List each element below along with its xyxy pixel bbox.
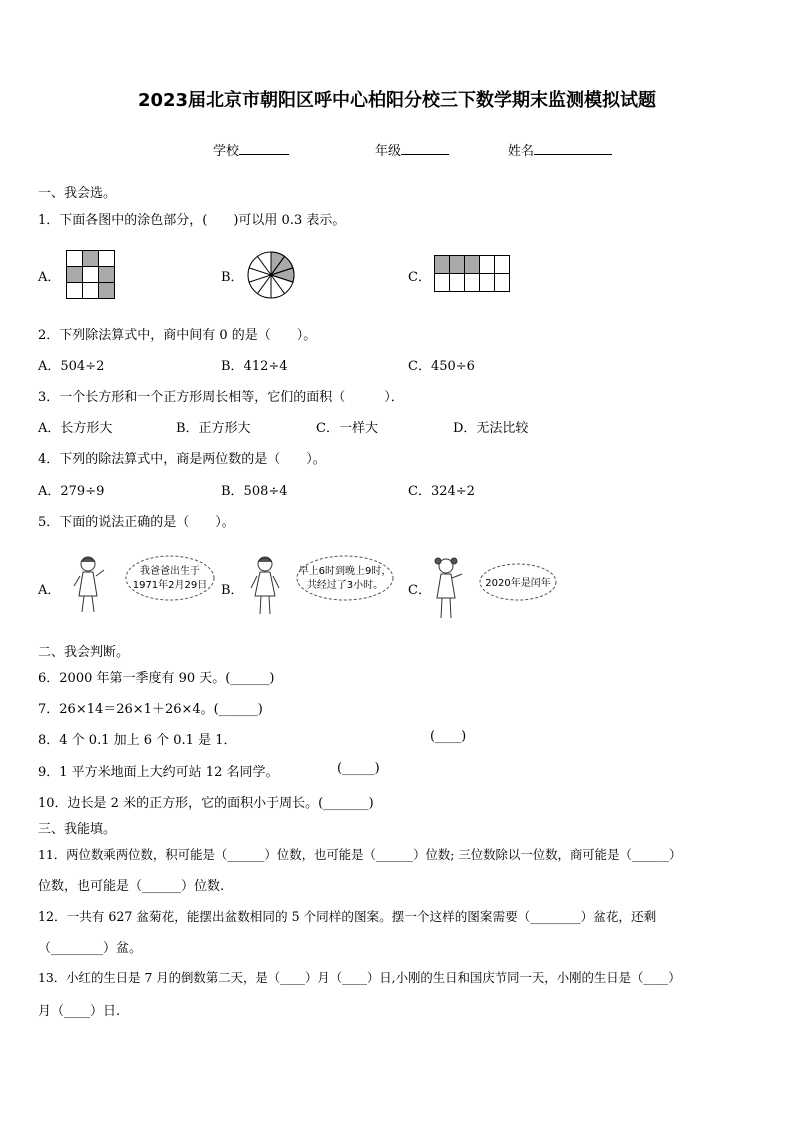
section-heading-1: 一、我会选。 [38, 186, 117, 201]
q5-b-bubble-line2: 共经过了3小时。 [306, 580, 384, 591]
school-blank[interactable] [239, 142, 289, 155]
q5-option-c-illustration [430, 552, 560, 627]
grade-blank[interactable] [401, 142, 449, 155]
q5-a-bubble-line2: 1971年2月29日 [132, 580, 208, 591]
q2-option-b: B．412÷4 [221, 359, 288, 374]
name-blank[interactable] [534, 142, 612, 155]
q2-option-c: C．450÷6 [408, 359, 475, 374]
q1-option-c-strip [434, 255, 512, 293]
q1-option-a-grid [66, 250, 116, 300]
q4-option-b: B．508÷4 [221, 484, 288, 499]
q5-option-b-illustration [245, 552, 395, 622]
q3-option-d: D．无法比较 [453, 421, 529, 436]
question-12-line-2: （________）盆。 [38, 941, 143, 956]
q5-a-bubble [126, 556, 214, 600]
q2-option-a: A．504÷2 [38, 359, 105, 374]
q5-b-bubble [297, 556, 393, 600]
question-2: 2．下列除法算式中，商中间有 0 的是（ ）。 [38, 328, 317, 343]
name-label: 姓名 [508, 144, 535, 159]
grade-field [375, 140, 449, 159]
q5-option-b-label: B． [221, 583, 244, 598]
question-11-line-1: 11．两位数乘两位数，积可能是（______）位数，也可能是（______）位数; 三位数除以一位数，商可能是（______） [38, 847, 682, 862]
question-9: 9．1 平方米地面上大约可站 12 名同学。 [38, 765, 279, 780]
school-label: 学校 [213, 144, 240, 159]
q5-b-bubble-line1: 早上6时到晚上9时， [298, 566, 392, 577]
q1-option-c-label: C． [408, 270, 431, 285]
question-6: 6．2000 年第一季度有 90 天。(______) [38, 671, 275, 686]
q5-option-c-label: C． [408, 583, 431, 598]
question-7: 7．26×14＝26×1＋26×4。(______) [38, 702, 263, 717]
q4-option-c: C．324÷2 [408, 484, 475, 499]
question-11-line-2: 位数，也可能是（______）位数. [38, 879, 225, 894]
grade-label: 年级 [375, 144, 402, 159]
question-13-line-1: 13．小红的生日是 7 月的倒数第二天，是（____）月（____）日,小刚的生日和国庆节同一天，小刚的生日是（____） [38, 970, 681, 985]
page-title: 2023届北京市朝阳区呼中心柏阳分校三下数学期末监测模拟试题 [137, 90, 657, 111]
question-3: 3．一个长方形和一个正方形周长相等，它们的面积（ ）． [38, 390, 404, 405]
q3-option-c: C．一样大 [316, 421, 378, 436]
q5-option-a-label: A． [38, 583, 61, 598]
q3-option-a: A．长方形大 [38, 421, 113, 436]
q5-c-bubble-text: 2020年是闰年 [485, 578, 551, 589]
question-13-line-2: 月（____）日. [38, 1004, 121, 1019]
question-4: 4．下列的除法算式中，商是两位数的是（ ）。 [38, 452, 326, 467]
q5-a-bubble-line1: 我爸爸出生于 [140, 566, 200, 577]
q1-option-b-circle [246, 250, 296, 300]
q3-option-b: B．正方形大 [176, 421, 251, 436]
question-5: 5．下面的说法正确的是（ ）。 [38, 515, 235, 530]
q4-option-a: A．279÷9 [38, 484, 105, 499]
section-heading-2: 二、我会判断。 [38, 645, 130, 660]
question-12-line-1: 12．一共有 627 盆菊花，能摆出盆数相同的 5 个同样的图案。摆一个这样的图案需要（________）盆花，还剩 [38, 909, 657, 924]
question-10: 10．边长是 2 米的正方形，它的面积小于周长。(_______) [38, 796, 374, 811]
question-8: 8．4 个 0.1 加上 6 个 0.1 是 1． [38, 733, 237, 748]
section-heading-3: 三、我能填。 [38, 822, 117, 837]
q1-option-a-label: A． [38, 270, 61, 285]
q8-answer-blank[interactable]: (____) [430, 729, 467, 744]
school-field [213, 140, 289, 159]
q5-option-a-illustration [70, 552, 215, 622]
name-field [508, 140, 612, 159]
question-1: 1．下面各图中的涂色部分，( )可以用 0.3 表示。 [38, 213, 346, 228]
q1-option-b-label: B． [221, 270, 244, 285]
q9-answer-blank[interactable]: (_____) [337, 761, 380, 776]
